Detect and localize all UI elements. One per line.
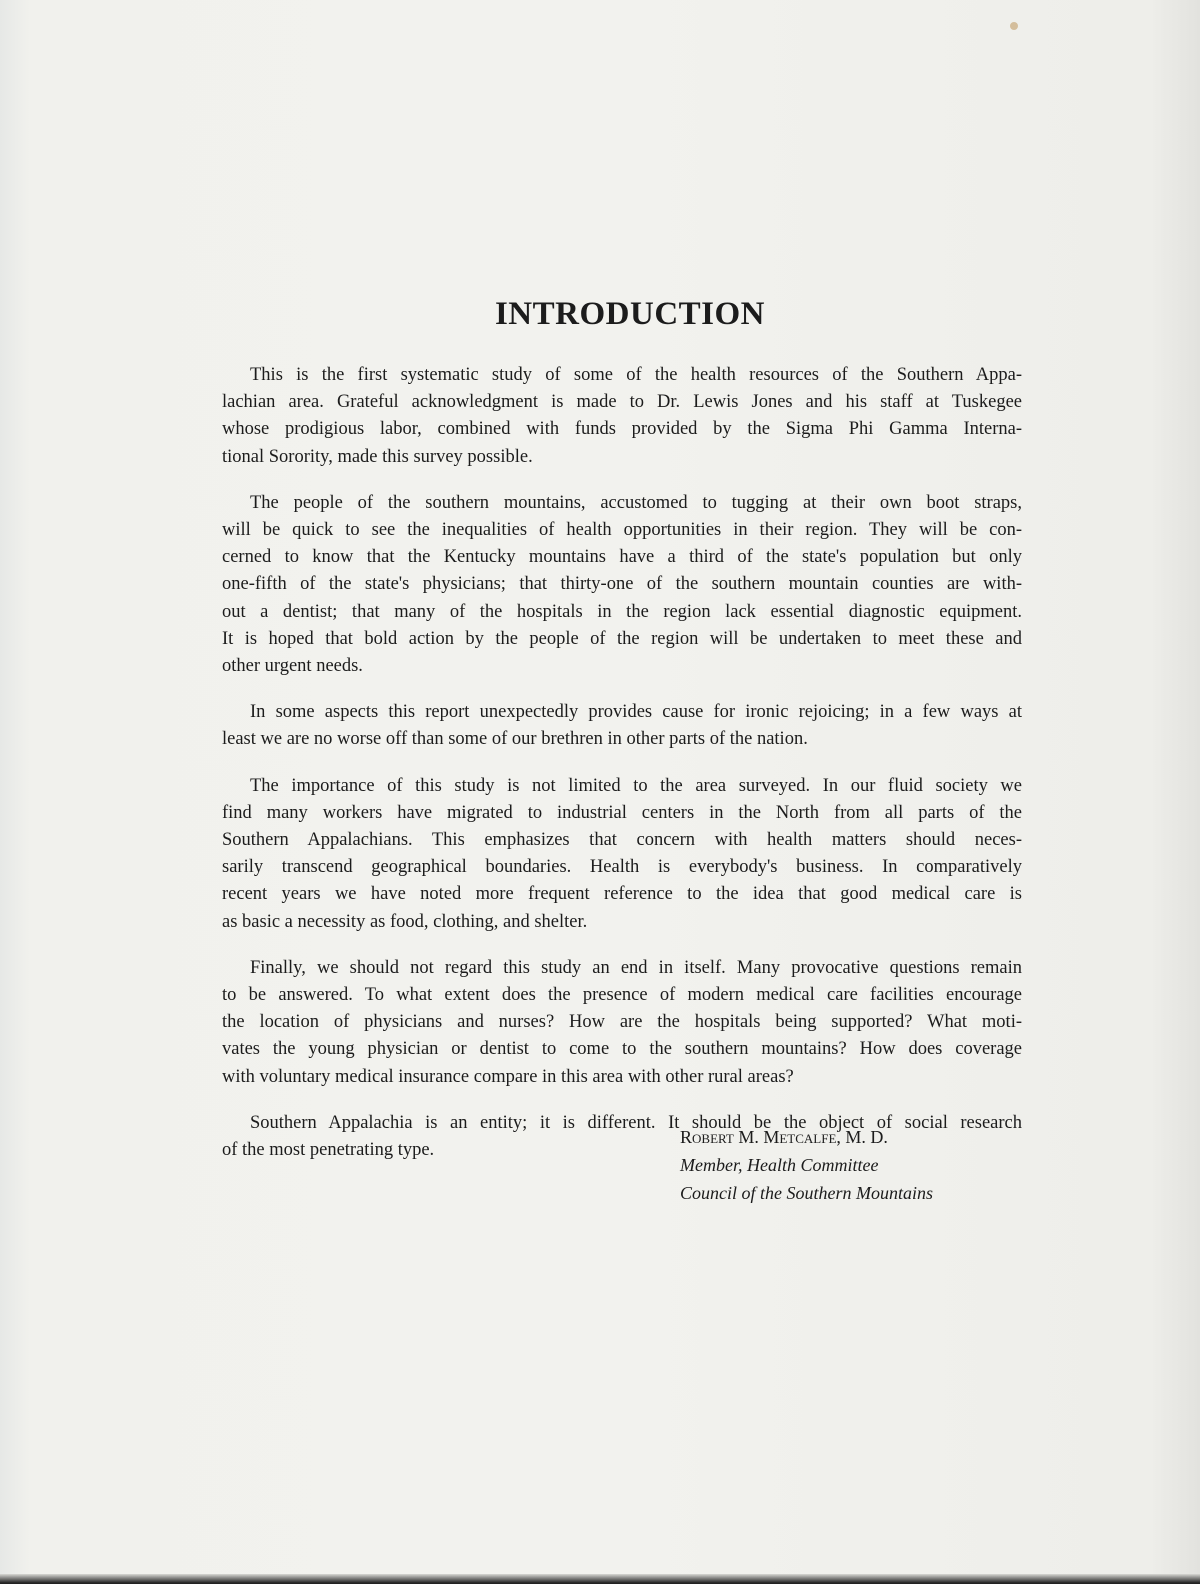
text-line: will be quick to see the inequalities of health opportunities in their region. They will be con- xyxy=(222,520,1022,541)
text-line: cerned to know that the Kentucky mountains have a third of the state's population but only xyxy=(222,547,1022,568)
text-line: other urgent needs. xyxy=(222,656,363,677)
text-line: It is hoped that bold action by the people of the region will be undertaken to meet these and xyxy=(222,628,1022,649)
text-line: least we are no worse off than some of our brethren in other parts of the nation. xyxy=(222,729,808,750)
paragraph xyxy=(222,699,1022,753)
text-line: one-fifth of the state's physicians; that thirty-one of the southern mountain counties are with- xyxy=(222,574,1022,595)
text-line: out a dentist; that many of the hospitals in the region lack essential diagnostic equipment. xyxy=(222,601,1022,622)
signature-role: Member, Health Committee xyxy=(680,1155,879,1175)
paragraph xyxy=(222,955,1022,1091)
body-text xyxy=(222,362,1022,1183)
text-line: In some aspects this report unexpectedly provides cause for ironic rejoicing; in a few ways at xyxy=(250,702,1022,723)
page-title: INTRODUCTION xyxy=(494,296,766,332)
page-bottom-edge xyxy=(0,1574,1200,1584)
text-line: of the most penetrating type. xyxy=(222,1140,435,1161)
paragraph xyxy=(222,490,1022,680)
text-line: whose prodigious labor, combined with funds provided by the Sigma Phi Gamma Interna- xyxy=(222,419,1022,440)
text-line: Finally, we should not regard this study an end in itself. Many provocative questions remain xyxy=(250,957,1022,978)
signature-block xyxy=(680,1123,933,1207)
text-line: sarily transcend geographical boundaries. Health is everybody's business. In comparatively xyxy=(222,857,1022,878)
text-line: to be answered. To what extent does the presence of modern medical care facilities encourage xyxy=(222,985,1022,1006)
text-line: vates the young physician or dentist to come to the southern mountains? How does coverage xyxy=(222,1039,1022,1060)
signature-organization: Council of the Southern Mountains xyxy=(680,1183,933,1203)
paper-stain xyxy=(1010,22,1018,30)
text-line: the location of physicians and nurses? How are the hospitals being supported? What moti- xyxy=(222,1012,1022,1033)
text-line: Southern Appalachians. This emphasizes that concern with health matters should neces- xyxy=(222,830,1022,851)
text-line: Southern Appalachia is an entity; it is different. It should be the object of social research xyxy=(250,1112,1022,1133)
signature-name: Robert M. Metcalfe, M. D. xyxy=(680,1127,888,1147)
text-line: tional Sorority, made this survey possible. xyxy=(222,446,533,467)
text-line: The people of the southern mountains, accustomed to tugging at their own boot straps, xyxy=(250,492,1022,513)
text-line: with voluntary medical insurance compare in this area with other rural areas? xyxy=(222,1066,794,1087)
text-line: find many workers have migrated to industrial centers in the North from all parts of the xyxy=(222,802,1022,823)
paragraph xyxy=(222,362,1022,471)
paragraph xyxy=(222,773,1022,936)
text-line: This is the first systematic study of some of the health resources of the Southern Appa- xyxy=(250,365,1022,385)
text-line: as basic a necessity as food, clothing, and shelter. xyxy=(222,911,588,932)
text-line: The importance of this study is not limited to the area surveyed. In our fluid society we xyxy=(250,775,1022,796)
text-line: recent years we have noted more frequent reference to the idea that good medical care is xyxy=(222,884,1022,905)
text-line: lachian area. Grateful acknowledgment is made to Dr. Lewis Jones and his staff at Tuskegee xyxy=(222,392,1022,413)
